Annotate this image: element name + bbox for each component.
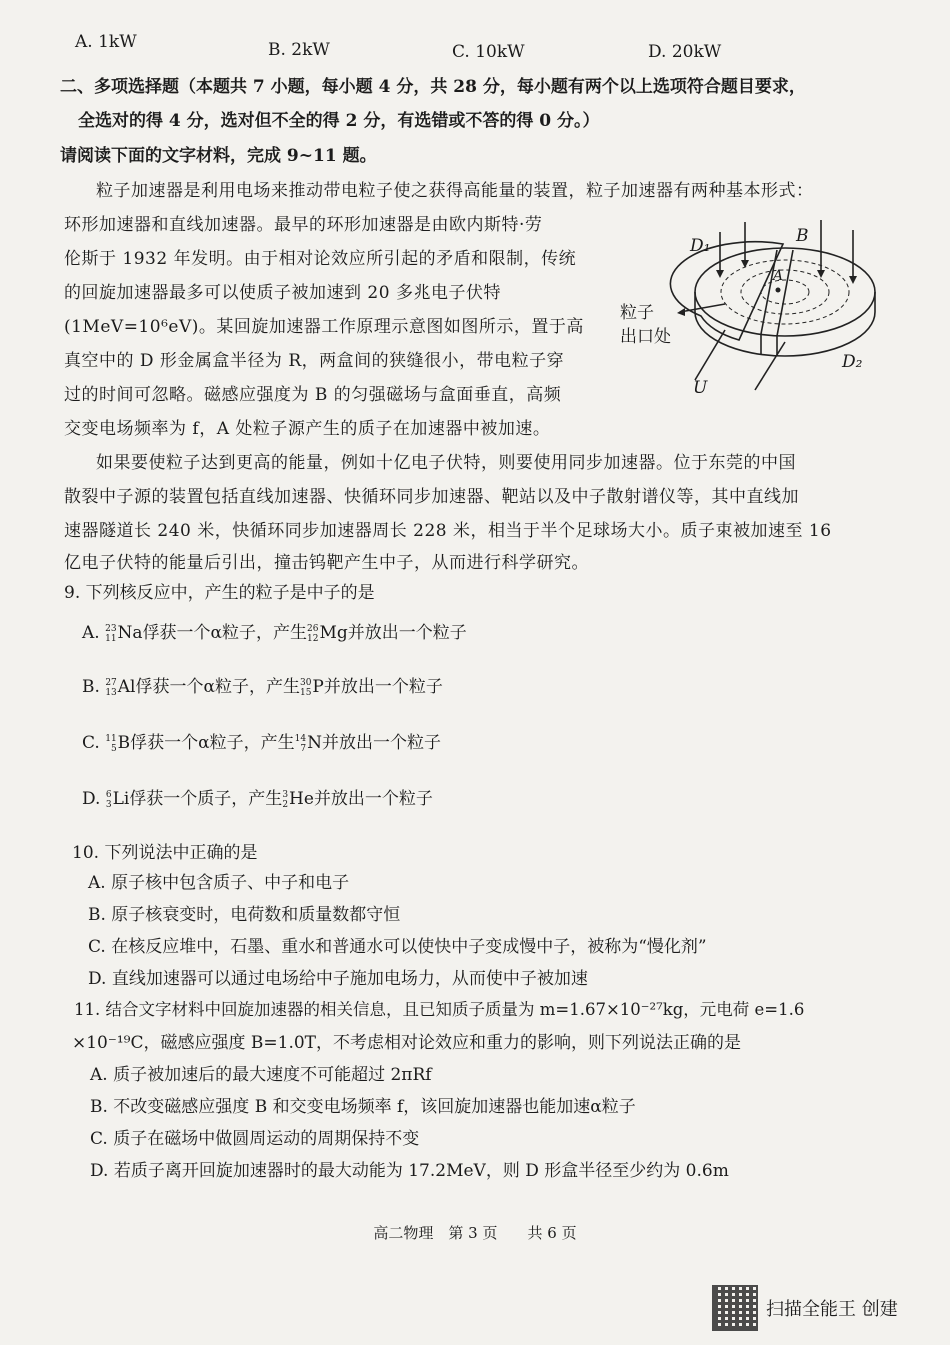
element: Li [112,789,130,809]
prev-option-d: D. 20kW [648,42,722,62]
nuclide-index: 23 11 [105,623,117,644]
page-footer: 高二物理 第 3 页 共 6 页 [373,1224,577,1242]
figure-label-a: A [773,268,784,284]
passage-line: 的回旋加速器最多可以使质子被加速到 20 多兆电子伏特 [64,283,501,303]
passage-line: (1MeV=10⁶eV)。某回旋加速器工作原理示意图如图所示，置于高 [64,317,584,337]
prev-option-a: A. 1kW [75,32,137,52]
q11-stem-1: 11. 结合文字材料中回旋加速器的相关信息，且已知质子质量为 m=1.67×10⁻²⁷kg，元电荷 e=1.6 [74,1000,805,1019]
q10-option-c: C. 在核反应堆中，石墨、重水和普通水可以使快中子变成慢中子，被称为“慢化剂” [88,937,707,957]
prev-option-c: C. 10kW [452,42,525,62]
passage-line: 真空中的 D 形金属盒半径为 R，两盒间的狭缝很小，带电粒子穿 [64,351,565,371]
passage-line: 粒子加速器是利用电场来推动带电粒子使之获得高能量的装置，粒子加速器有两种基本形式： [96,181,814,201]
q9-option-a: A. 23 11 Na俘获一个α粒子，产生 26 12 Mg并放出一个粒子 [82,623,467,644]
figure-label-exit-1: 粒子 [620,303,654,323]
element: He [289,789,314,809]
option-letter: B. [82,677,100,697]
passage-line: 环形加速器和直线加速器。最早的环形加速器是由欧内斯特·劳 [64,215,543,235]
element: Al [117,677,136,697]
q11-option-a: A. 质子被加速后的最大速度不可能超过 2πRf [90,1065,432,1085]
reading-intro: 请阅读下面的文字材料，完成 9~11 题。 [60,146,377,166]
element: Na [117,623,143,643]
figure-label-d2: D₂ [842,352,863,372]
figure-label-b: B [796,226,809,246]
passage-line: 伦斯于 1932 年发明。由于相对论效应所引起的矛盾和限制，传统 [64,249,577,269]
q9-stem: 9. 下列核反应中，产生的粒子是中子的是 [64,583,375,603]
nuclide-index: 27 13 [105,677,117,698]
q11-option-b: B. 不改变磁感应强度 B 和交变电场频率 f，该回旋加速器也能加速α粒子 [90,1097,636,1117]
q10-option-d: D. 直线加速器可以通过电场给中子施加电场力，从而使中子被加速 [88,969,588,989]
nuclide-index: 11 5 [105,733,117,754]
element: P [312,677,324,697]
section-rule-1: （本题共 7 小题，每小题 4 分，共 28 分，每小题有两个以上选项符合题目要求， [179,77,806,97]
section-heading-line [60,72,806,97]
q10-stem: 10. 下列说法中正确的是 [72,843,258,863]
scanner-watermark [712,1285,898,1331]
passage-line: 如果要使粒子达到更高的能量，例如十亿电子伏特，则要使用同步加速器。位于东莞的中国 [96,453,796,473]
figure-label-u: U [693,378,708,398]
scanner-text: 扫描全能王 创建 [766,1299,898,1320]
nuclide-index: 14 7 [294,733,307,754]
q11-option-d: D. 若质子离开回旋加速器时的最大动能为 17.2MeV，则 D 形盒半径至少约为 0.6m [90,1161,729,1181]
figure-label-d1: D₁ [690,236,711,256]
nuclide-index: 6 3 [105,789,112,810]
passage-line: 亿电子伏特的能量后引出，撞击钨靶产生中子，从而进行科学研究。 [64,553,589,573]
qr-code-icon [712,1285,758,1331]
element: N [307,733,322,753]
q10-option-a: A. 原子核中包含质子、中子和电子 [88,873,350,893]
passage-line: 散裂中子源的装置包括直线加速器、快循环同步加速器、靶站以及中子散射谱仪等，其中直线加 [64,487,799,507]
q11-option-c: C. 质子在磁场中做圆周运动的周期保持不变 [90,1129,420,1149]
section-rule-2: 全选对的得 4 分，选对但不全的得 2 分，有选错或不答的得 0 分。） [78,111,600,131]
prev-option-b: B. 2kW [268,40,330,60]
cyclotron-diagram [615,212,900,402]
section-heading: 二、多项选择题 [60,77,179,97]
nuclide-index: 3 2 [282,789,289,810]
figure-label-exit-2: 出口处 [620,327,671,347]
nuclide-index: 26 12 [307,623,319,644]
q9-option-b: B. 27 13 Al俘获一个α粒子，产生 30 15 P并放出一个粒子 [82,677,443,698]
option-letter: C. [82,733,100,753]
q11-stem-2: ×10⁻¹⁹C，磁感应强度 B=1.0T，不考虑相对论效应和重力的影响，则下列说法正确的是 [72,1033,742,1053]
element: Mg [319,623,348,643]
q10-option-b: B. 原子核衰变时，电荷数和质量数都守恒 [88,905,401,925]
q9-option-d: D. 6 3 Li俘获一个质子，产生 3 2 He并放出一个粒子 [82,789,433,810]
option-letter: D. [82,789,101,809]
element: B [117,733,131,753]
option-letter: A. [82,623,100,643]
q9-option-c: C. 11 5 B俘获一个α粒子，产生 14 7 N并放出一个粒子 [82,733,441,754]
passage-line: 速器隧道长 240 米，快循环同步加速器周长 228 米，相当于半个足球场大小。质子束被加速至 16 [64,521,832,541]
nuclide-index: 30 15 [299,677,312,698]
passage-line: 过的时间可忽略。磁感应强度为 B 的匀强磁场与盒面垂直，高频 [64,385,562,405]
passage-line: 交变电场频率为 f，A 处粒子源产生的质子在加速器中被加速。 [64,419,551,439]
